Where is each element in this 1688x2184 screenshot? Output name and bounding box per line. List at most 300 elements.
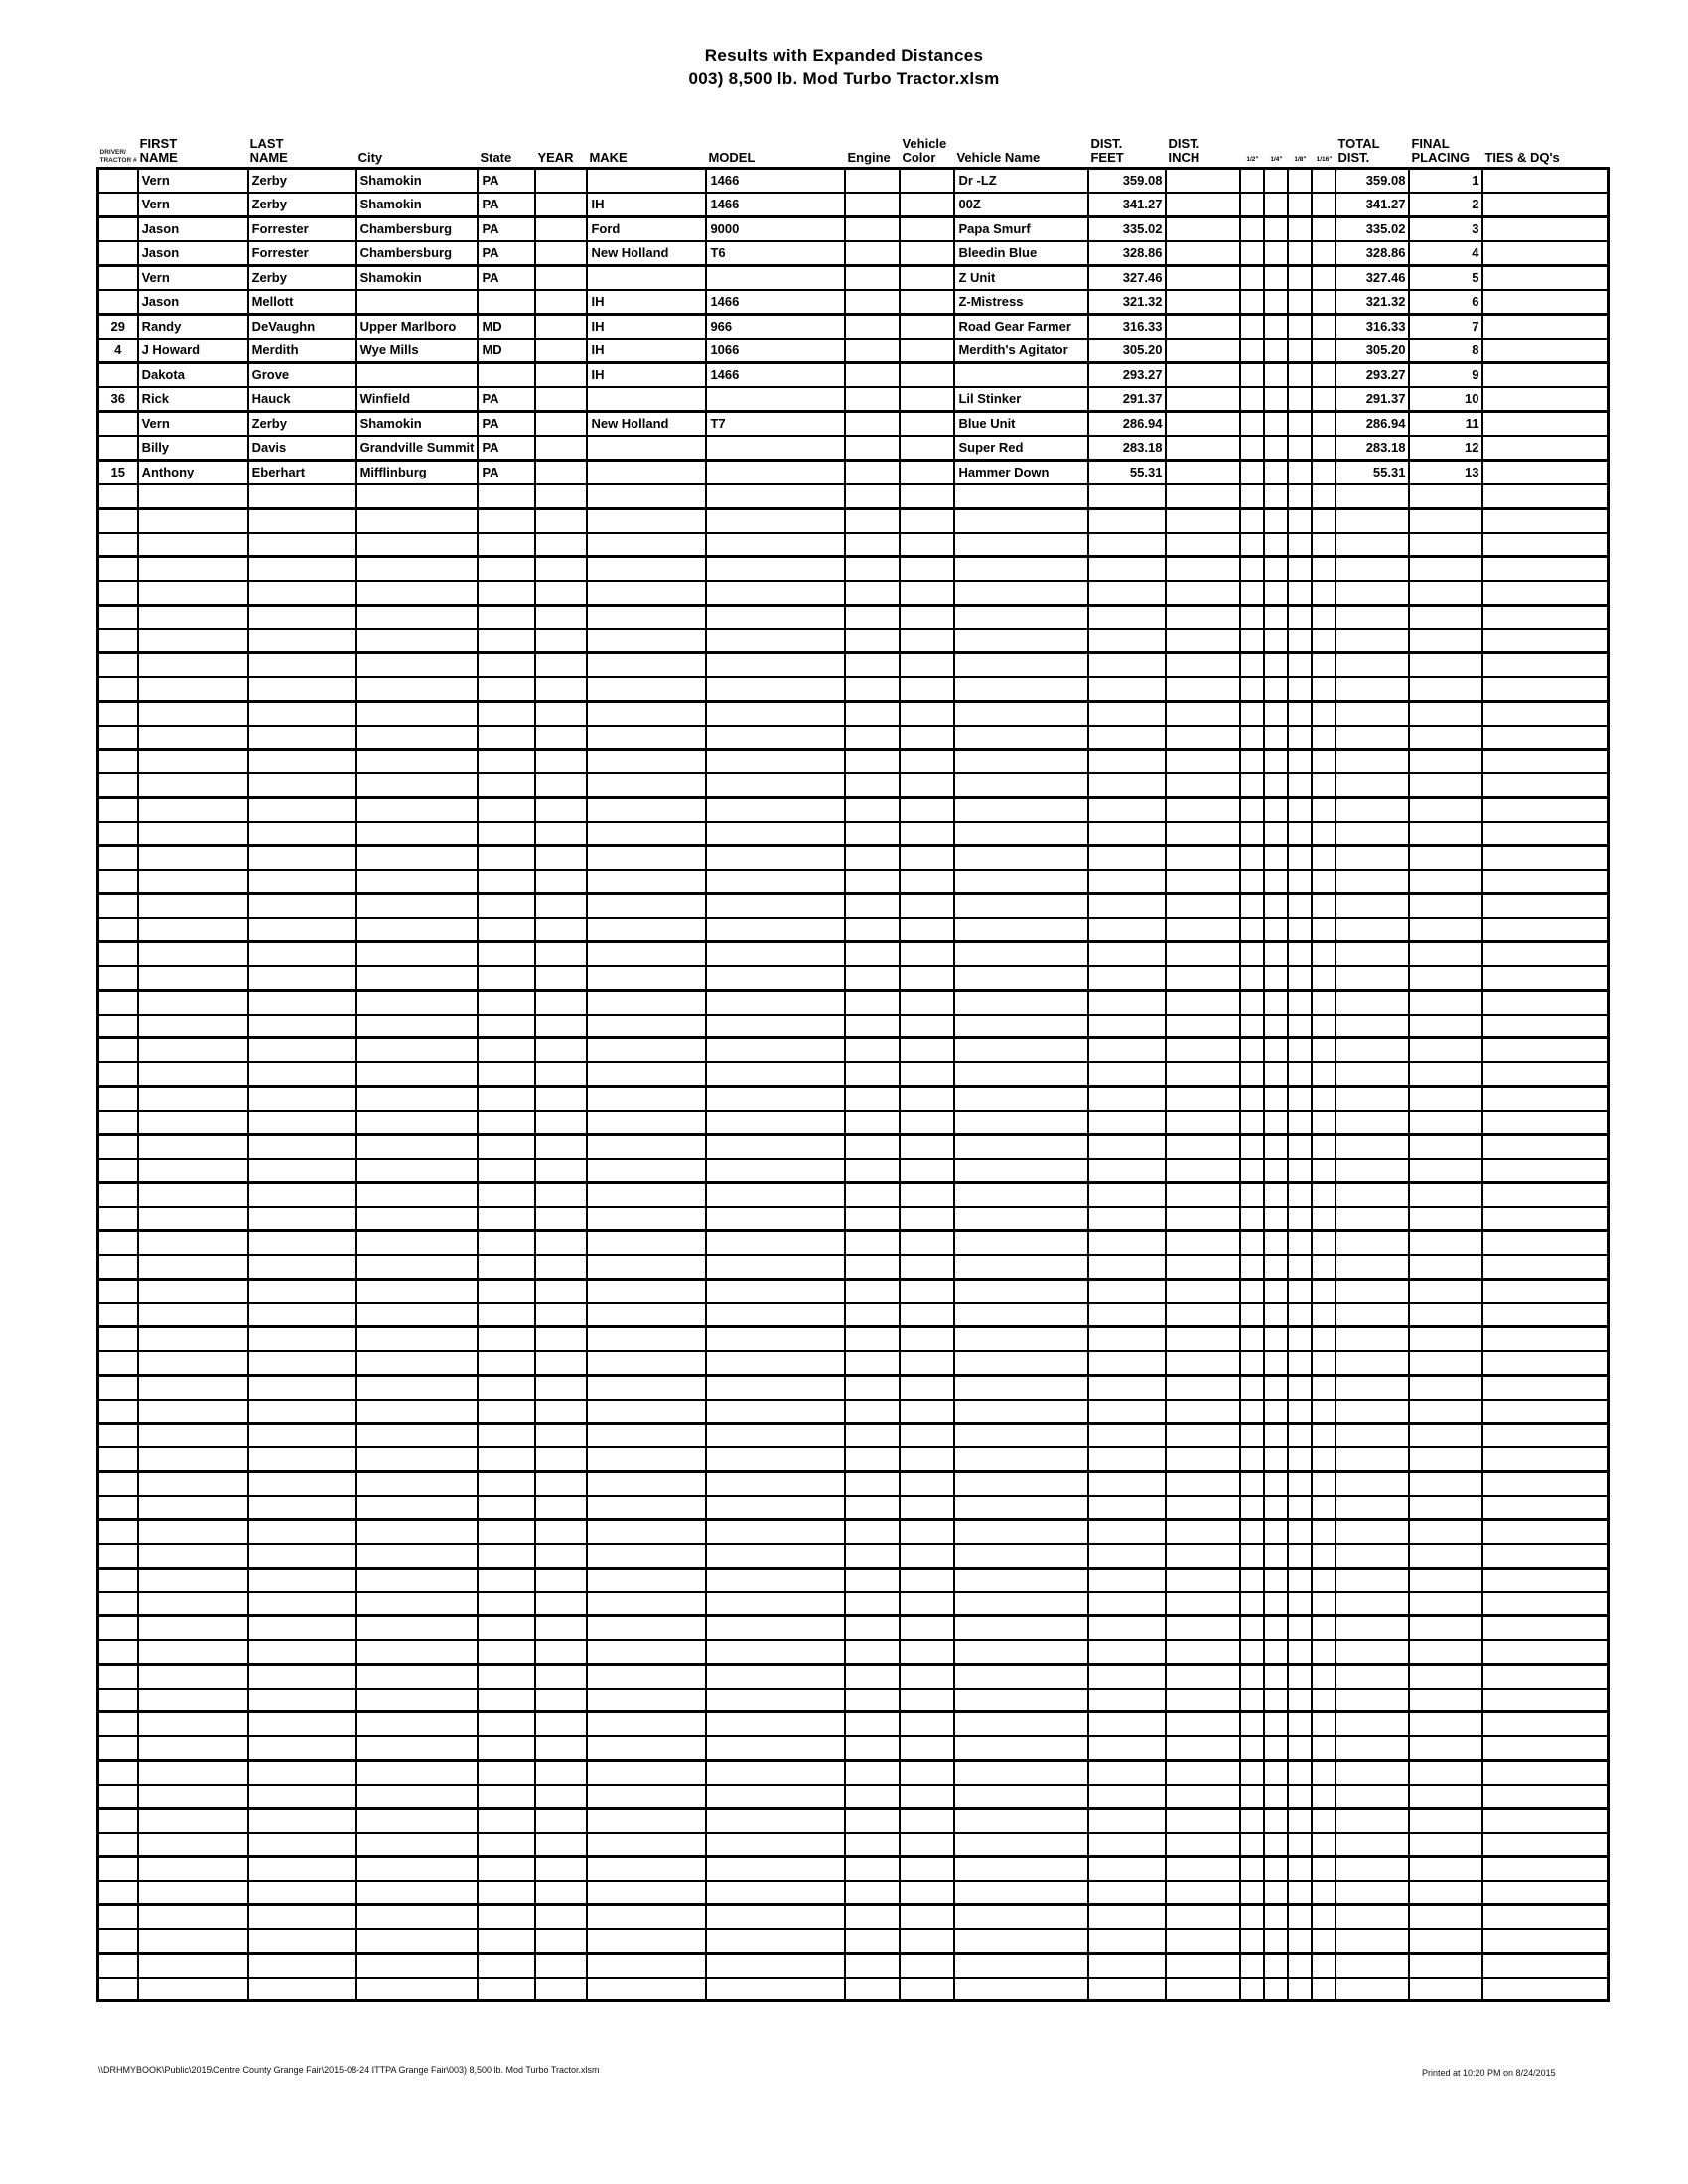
empty-row — [98, 822, 1609, 846]
final-placing-cell — [1409, 581, 1482, 605]
first-name-cell — [138, 773, 248, 797]
half-inch-cell — [1240, 1159, 1264, 1182]
final-placing-cell — [1409, 1929, 1482, 1953]
total-dist-cell — [1336, 629, 1409, 653]
city-cell — [356, 1231, 479, 1255]
total-dist-cell: 321.32 — [1336, 290, 1409, 315]
state-cell — [478, 1833, 535, 1856]
dist-feet-cell — [1088, 508, 1166, 532]
empty-row — [98, 1038, 1609, 1062]
vehicle-color-cell — [900, 169, 954, 194]
city-cell — [356, 1616, 479, 1640]
empty-row — [98, 1255, 1609, 1279]
vehicle-color-cell — [900, 629, 954, 653]
final-placing-cell — [1409, 1400, 1482, 1424]
state-cell — [478, 1062, 535, 1086]
first-name-cell — [138, 942, 248, 966]
state-cell — [478, 797, 535, 821]
empty-row — [98, 893, 1609, 917]
quarter-inch-cell — [1264, 1303, 1288, 1327]
model-cell — [706, 1929, 845, 1953]
result-row — [98, 241, 1609, 266]
sixteenth-inch-cell — [1312, 1809, 1336, 1833]
vehicle-color-cell — [900, 1760, 954, 1784]
half-inch-cell — [1240, 653, 1264, 677]
driver-tractor-number-cell — [98, 193, 138, 217]
last-name-cell — [248, 605, 356, 628]
result-row — [98, 290, 1609, 315]
header-row — [98, 137, 1609, 169]
engine-cell — [845, 1978, 900, 2001]
model-cell: 1466 — [706, 363, 845, 388]
vehicle-color-cell — [900, 1568, 954, 1591]
vehicle-name-cell — [954, 942, 1088, 966]
total-dist-cell — [1336, 1231, 1409, 1255]
empty-row — [98, 1279, 1609, 1302]
make-cell — [587, 1736, 706, 1760]
empty-row — [98, 1544, 1609, 1568]
state-cell — [478, 581, 535, 605]
last-name-cell — [248, 1303, 356, 1327]
city-cell: Upper Marlboro — [356, 315, 479, 340]
half-inch-cell — [1240, 1111, 1264, 1135]
dist-inch-cell — [1166, 339, 1240, 363]
empty-row — [98, 918, 1609, 942]
total-dist-cell — [1336, 557, 1409, 581]
city-cell: Chambersburg — [356, 241, 479, 266]
engine-cell — [845, 412, 900, 437]
vehicle-color-cell — [900, 217, 954, 242]
empty-row — [98, 1447, 1609, 1471]
engine-cell — [845, 557, 900, 581]
sixteenth-inch-cell — [1312, 990, 1336, 1014]
quarter-inch-cell — [1264, 1135, 1288, 1159]
driver-tractor-number-cell — [98, 1544, 138, 1568]
driver-tractor-number-cell — [98, 581, 138, 605]
make-cell — [587, 750, 706, 773]
city-cell — [356, 1375, 479, 1399]
city-cell — [356, 966, 479, 990]
col-header-vehicle-name: Vehicle Name — [956, 150, 1041, 165]
empty-row — [98, 1159, 1609, 1182]
engine-cell — [845, 1159, 900, 1182]
ties-dqs-cell — [1482, 1785, 1608, 1809]
eighth-inch-cell — [1288, 1592, 1312, 1616]
last-name-cell — [248, 581, 356, 605]
state-cell — [478, 1015, 535, 1038]
year-cell — [535, 1015, 587, 1038]
final-placing-cell — [1409, 918, 1482, 942]
sixteenth-inch-cell — [1312, 1038, 1336, 1062]
total-dist-cell — [1336, 1135, 1409, 1159]
driver-tractor-number-cell — [98, 290, 138, 315]
quarter-inch-cell — [1264, 1664, 1288, 1688]
eighth-inch-cell — [1288, 1255, 1312, 1279]
dist-feet-cell — [1088, 1471, 1166, 1495]
year-cell — [535, 1905, 587, 1929]
make-cell — [587, 822, 706, 846]
driver-tractor-number-cell — [98, 893, 138, 917]
vehicle-name-cell — [954, 1182, 1088, 1206]
quarter-inch-cell — [1264, 822, 1288, 846]
eighth-inch-cell — [1288, 1736, 1312, 1760]
empty-row — [98, 508, 1609, 532]
model-cell — [706, 1375, 845, 1399]
city-cell — [356, 557, 479, 581]
ties-dqs-cell — [1482, 1231, 1608, 1255]
make-cell — [587, 1159, 706, 1182]
model-cell: 1466 — [706, 290, 845, 315]
ties-dqs-cell — [1482, 1881, 1608, 1905]
ties-dqs-cell — [1482, 1592, 1608, 1616]
eighth-inch-cell — [1288, 1712, 1312, 1736]
first-name-cell — [138, 533, 248, 557]
eighth-inch-cell — [1288, 1616, 1312, 1640]
year-cell — [535, 726, 587, 750]
eighth-inch-cell — [1288, 677, 1312, 701]
vehicle-name-cell — [954, 1447, 1088, 1471]
eighth-inch-cell — [1288, 918, 1312, 942]
engine-cell — [845, 1303, 900, 1327]
state-cell — [478, 1664, 535, 1688]
state-cell — [478, 750, 535, 773]
last-name-cell — [248, 533, 356, 557]
last-name-cell — [248, 1038, 356, 1062]
sixteenth-inch-cell — [1312, 339, 1336, 363]
empty-row — [98, 701, 1609, 725]
final-placing-cell — [1409, 966, 1482, 990]
dist-feet-cell — [1088, 966, 1166, 990]
dist-feet-cell: 283.18 — [1088, 436, 1166, 461]
state-cell — [478, 701, 535, 725]
engine-cell — [845, 605, 900, 628]
year-cell — [535, 1086, 587, 1110]
driver-tractor-number-cell — [98, 677, 138, 701]
col-header-engine: Engine — [847, 150, 891, 165]
final-placing-cell — [1409, 1833, 1482, 1856]
final-placing-cell — [1409, 750, 1482, 773]
sixteenth-inch-cell — [1312, 484, 1336, 508]
model-cell — [706, 653, 845, 677]
city-cell — [356, 1544, 479, 1568]
model-cell — [706, 533, 845, 557]
state-cell — [478, 1785, 535, 1809]
dist-inch-cell — [1166, 846, 1240, 870]
eighth-inch-cell — [1288, 557, 1312, 581]
city-cell — [356, 1496, 479, 1520]
total-dist-cell — [1336, 1255, 1409, 1279]
total-dist-cell: 55.31 — [1336, 461, 1409, 485]
sixteenth-inch-cell — [1312, 533, 1336, 557]
final-placing-cell: 5 — [1409, 266, 1482, 291]
sixteenth-inch-cell — [1312, 363, 1336, 388]
make-cell — [587, 1856, 706, 1880]
dist-feet-cell: 316.33 — [1088, 315, 1166, 340]
total-dist-cell — [1336, 1279, 1409, 1302]
year-cell — [535, 1929, 587, 1953]
city-cell — [356, 1592, 479, 1616]
vehicle-name-cell — [954, 1496, 1088, 1520]
vehicle-color-cell — [900, 581, 954, 605]
driver-tractor-number-cell — [98, 1929, 138, 1953]
city-cell: Shamokin — [356, 266, 479, 291]
ties-dqs-cell — [1482, 893, 1608, 917]
state-cell — [478, 1111, 535, 1135]
vehicle-color-cell — [900, 1833, 954, 1856]
vehicle-name-cell — [954, 1809, 1088, 1833]
eighth-inch-cell — [1288, 508, 1312, 532]
first-name-cell — [138, 1664, 248, 1688]
sixteenth-inch-cell — [1312, 557, 1336, 581]
first-name-cell — [138, 508, 248, 532]
last-name-cell — [248, 1929, 356, 1953]
eighth-inch-cell — [1288, 1760, 1312, 1784]
vehicle-name-cell — [954, 557, 1088, 581]
first-name-cell — [138, 629, 248, 653]
dist-inch-cell — [1166, 701, 1240, 725]
dist-inch-cell — [1166, 750, 1240, 773]
driver-tractor-number-cell — [98, 1953, 138, 1977]
driver-tractor-number-cell: 29 — [98, 315, 138, 340]
half-inch-cell — [1240, 1833, 1264, 1856]
last-name-cell — [248, 1785, 356, 1809]
last-name-cell — [248, 1255, 356, 1279]
half-inch-cell — [1240, 1978, 1264, 2001]
last-name-cell — [248, 629, 356, 653]
last-name-cell — [248, 1568, 356, 1591]
city-cell — [356, 484, 479, 508]
vehicle-color-cell — [900, 1881, 954, 1905]
dist-feet-cell — [1088, 870, 1166, 893]
make-cell — [587, 387, 706, 412]
vehicle-color-cell — [900, 1471, 954, 1495]
quarter-inch-cell — [1264, 1544, 1288, 1568]
dist-feet-cell — [1088, 1255, 1166, 1279]
model-cell — [706, 966, 845, 990]
first-name-cell — [138, 1978, 248, 2001]
sixteenth-inch-cell — [1312, 822, 1336, 846]
ties-dqs-cell — [1482, 1062, 1608, 1086]
quarter-inch-cell — [1264, 1856, 1288, 1880]
vehicle-name-cell — [954, 1856, 1088, 1880]
engine-cell — [845, 1279, 900, 1302]
vehicle-color-cell — [900, 363, 954, 388]
model-cell — [706, 893, 845, 917]
engine-cell — [845, 266, 900, 291]
sixteenth-inch-cell — [1312, 508, 1336, 532]
vehicle-color-cell — [900, 1978, 954, 2001]
sixteenth-inch-cell — [1312, 966, 1336, 990]
engine-cell — [845, 677, 900, 701]
first-name-cell — [138, 1471, 248, 1495]
quarter-inch-cell — [1264, 1279, 1288, 1302]
last-name-cell — [248, 870, 356, 893]
make-cell — [587, 1809, 706, 1833]
year-cell — [535, 1953, 587, 1977]
first-name-cell — [138, 1038, 248, 1062]
final-placing-cell: 3 — [1409, 217, 1482, 242]
ties-dqs-cell — [1482, 1327, 1608, 1351]
total-dist-cell — [1336, 1111, 1409, 1135]
quarter-inch-cell — [1264, 387, 1288, 412]
state-cell — [478, 363, 535, 388]
sixteenth-inch-cell — [1312, 290, 1336, 315]
make-cell: IH — [587, 339, 706, 363]
first-name-cell: Anthony — [138, 461, 248, 485]
driver-tractor-number-cell: 36 — [98, 387, 138, 412]
city-cell — [356, 1568, 479, 1591]
quarter-inch-cell — [1264, 1978, 1288, 2001]
dist-inch-cell — [1166, 1978, 1240, 2001]
empty-row — [98, 1712, 1609, 1736]
state-cell — [478, 942, 535, 966]
vehicle-name-cell — [954, 701, 1088, 725]
sixteenth-inch-cell — [1312, 893, 1336, 917]
engine-cell — [845, 1640, 900, 1664]
vehicle-color-cell — [900, 1640, 954, 1664]
sixteenth-inch-cell — [1312, 315, 1336, 340]
year-cell — [535, 605, 587, 628]
half-inch-cell — [1240, 1592, 1264, 1616]
final-placing-cell — [1409, 1375, 1482, 1399]
ties-dqs-cell — [1482, 508, 1608, 532]
dist-inch-cell — [1166, 1015, 1240, 1038]
city-cell — [356, 1689, 479, 1712]
model-cell — [706, 870, 845, 893]
vehicle-name-cell — [954, 1760, 1088, 1784]
dist-inch-cell — [1166, 1640, 1240, 1664]
dist-feet-cell — [1088, 1978, 1166, 2001]
city-cell — [356, 1255, 479, 1279]
dist-inch-cell — [1166, 1159, 1240, 1182]
model-cell — [706, 846, 845, 870]
dist-feet-cell — [1088, 629, 1166, 653]
engine-cell — [845, 1062, 900, 1086]
total-dist-cell — [1336, 1520, 1409, 1544]
first-name-cell — [138, 1279, 248, 1302]
empty-row — [98, 605, 1609, 628]
driver-tractor-number-cell — [98, 1015, 138, 1038]
vehicle-name-cell — [954, 1038, 1088, 1062]
city-cell — [356, 870, 479, 893]
state-cell — [478, 1279, 535, 1302]
last-name-cell — [248, 1712, 356, 1736]
first-name-cell — [138, 1351, 248, 1375]
ties-dqs-cell — [1482, 822, 1608, 846]
total-dist-cell — [1336, 1182, 1409, 1206]
year-cell — [535, 822, 587, 846]
last-name-cell — [248, 653, 356, 677]
city-cell — [356, 726, 479, 750]
first-name-cell — [138, 1760, 248, 1784]
final-placing-cell — [1409, 1689, 1482, 1712]
vehicle-name-cell — [954, 1520, 1088, 1544]
vehicle-name-cell — [954, 1736, 1088, 1760]
dist-feet-cell — [1088, 1086, 1166, 1110]
model-cell — [706, 508, 845, 532]
dist-feet-cell — [1088, 1327, 1166, 1351]
first-name-cell — [138, 1833, 248, 1856]
driver-tractor-number-cell — [98, 966, 138, 990]
driver-tractor-number-cell — [98, 1496, 138, 1520]
vehicle-color-cell — [900, 1182, 954, 1206]
year-cell — [535, 1159, 587, 1182]
final-placing-cell — [1409, 1953, 1482, 1977]
half-inch-cell — [1240, 605, 1264, 628]
half-inch-cell — [1240, 990, 1264, 1014]
last-name-cell — [248, 942, 356, 966]
year-cell — [535, 1856, 587, 1880]
sixteenth-inch-cell — [1312, 1881, 1336, 1905]
model-cell — [706, 1038, 845, 1062]
last-name-cell: Eberhart — [248, 461, 356, 485]
sixteenth-inch-cell — [1312, 387, 1336, 412]
make-cell — [587, 1447, 706, 1471]
final-placing-cell — [1409, 1447, 1482, 1471]
year-cell — [535, 942, 587, 966]
driver-tractor-number-cell — [98, 1279, 138, 1302]
half-inch-cell — [1240, 387, 1264, 412]
final-placing-cell — [1409, 1592, 1482, 1616]
driver-tractor-number-cell — [98, 1135, 138, 1159]
dist-feet-cell — [1088, 990, 1166, 1014]
footer-file-path: \\DRHMYBOOK\Public\2015\Centre County Grange Fair\2015-08-24 ITTPA Grange Fair\003) 8,500 lb. Mod Turbo Tractor.xlsm — [98, 2065, 600, 2075]
model-cell — [706, 701, 845, 725]
eighth-inch-cell — [1288, 1520, 1312, 1544]
vehicle-name-cell: Bleedin Blue — [954, 241, 1088, 266]
dist-feet-cell — [1088, 1616, 1166, 1640]
dist-feet-cell — [1088, 1785, 1166, 1809]
last-name-cell — [248, 1640, 356, 1664]
year-cell — [535, 1520, 587, 1544]
eighth-inch-cell — [1288, 1568, 1312, 1591]
year-cell — [535, 1400, 587, 1424]
ties-dqs-cell — [1482, 387, 1608, 412]
year-cell — [535, 918, 587, 942]
total-dist-cell — [1336, 990, 1409, 1014]
empty-row — [98, 870, 1609, 893]
last-name-cell — [248, 1327, 356, 1351]
city-cell — [356, 1785, 479, 1809]
final-placing-cell: 6 — [1409, 290, 1482, 315]
sixteenth-inch-cell — [1312, 193, 1336, 217]
sixteenth-inch-cell — [1312, 1159, 1336, 1182]
half-inch-cell — [1240, 677, 1264, 701]
model-cell — [706, 1086, 845, 1110]
state-cell — [478, 1689, 535, 1712]
sixteenth-inch-cell — [1312, 750, 1336, 773]
vehicle-color-cell — [900, 846, 954, 870]
model-cell — [706, 1881, 845, 1905]
vehicle-color-cell — [900, 726, 954, 750]
last-name-cell: Zerby — [248, 266, 356, 291]
engine-cell — [845, 1664, 900, 1688]
first-name-cell — [138, 581, 248, 605]
dist-inch-cell — [1166, 1689, 1240, 1712]
model-cell — [706, 557, 845, 581]
ties-dqs-cell — [1482, 581, 1608, 605]
year-cell — [535, 1062, 587, 1086]
half-inch-cell — [1240, 1760, 1264, 1784]
total-dist-cell: 327.46 — [1336, 266, 1409, 291]
sixteenth-inch-cell — [1312, 726, 1336, 750]
dist-feet-cell — [1088, 1712, 1166, 1736]
ties-dqs-cell — [1482, 1447, 1608, 1471]
col-header-city: City — [357, 150, 383, 165]
eighth-inch-cell — [1288, 750, 1312, 773]
state-cell — [478, 1544, 535, 1568]
sixteenth-inch-cell — [1312, 1015, 1336, 1038]
